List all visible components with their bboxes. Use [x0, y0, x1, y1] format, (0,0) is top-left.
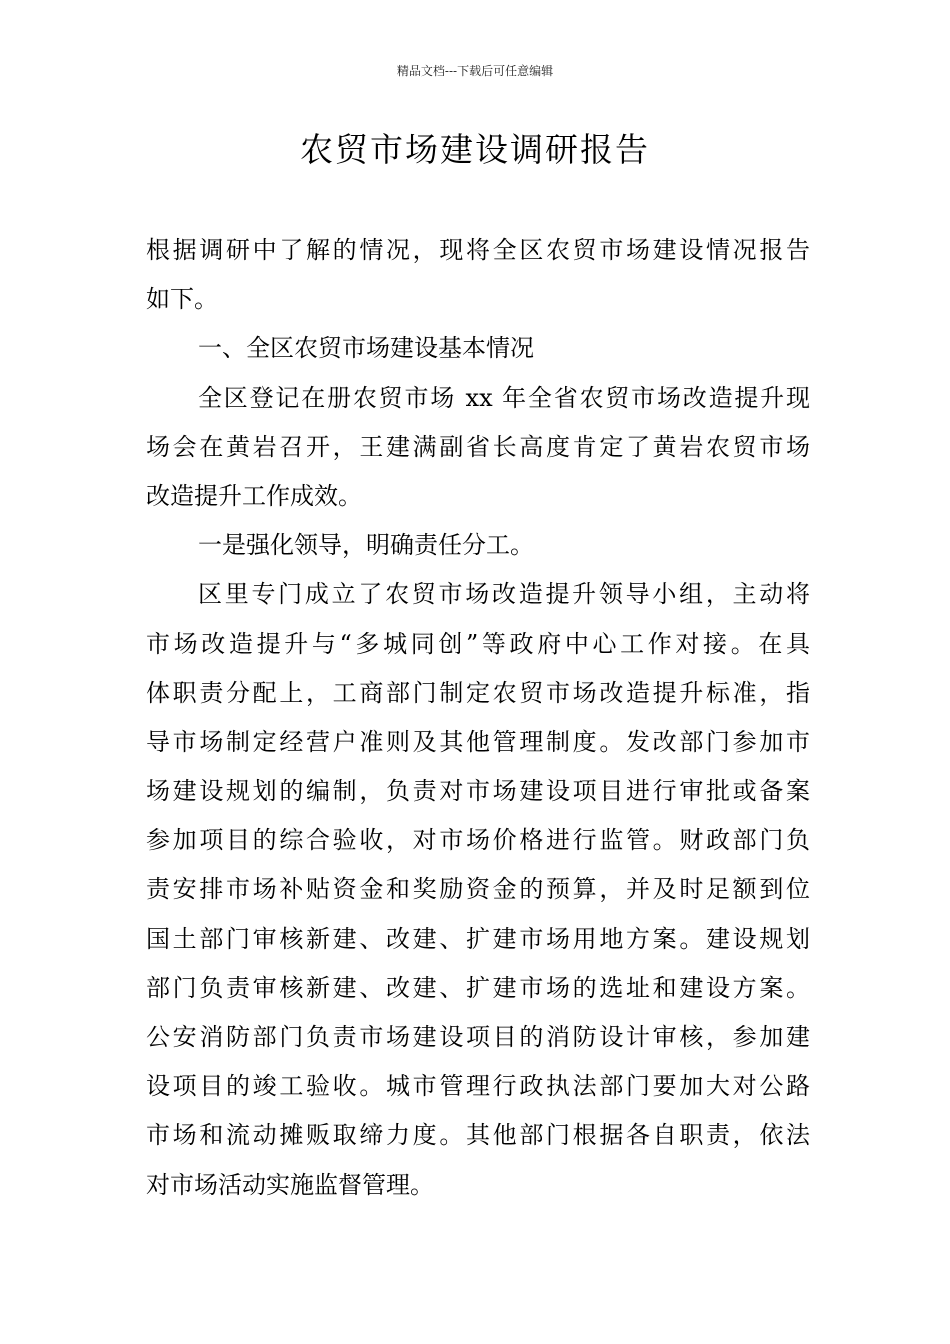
- body-line: 市场改造提升与“多城同创”等政府中心工作对接。在具: [146, 629, 810, 658]
- body-line: 场会在黄岩召开，王建满副省长高度肯定了黄岩农贸市场: [146, 432, 810, 461]
- body-line: 区里专门成立了农贸市场改造提升领导小组，主动将: [198, 580, 810, 609]
- body-line: 全区登记在册农贸市场 xx 年全省农贸市场改造提升现: [198, 383, 810, 412]
- body-line: 市场和流动摊贩取缔力度。其他部门根据各自职责，依法: [146, 1121, 810, 1150]
- body-line: 参加项目的综合验收，对市场价格进行监管。财政部门负: [146, 826, 810, 855]
- body-line: 一、全区农贸市场建设基本情况: [198, 334, 534, 363]
- body-line: 场建设规划的编制，负责对市场建设项目进行审批或备案: [146, 777, 810, 806]
- body-line: 设项目的竣工验收。城市管理行政执法部门要加大对公路: [146, 1072, 810, 1101]
- document-body: [146, 226, 810, 1210]
- body-line: 改造提升工作成效。: [146, 481, 362, 510]
- document-title: 农贸市场建设调研报告: [300, 130, 650, 169]
- body-line: 公安消防部门负责市场建设项目的消防设计审核，参加建: [146, 1023, 810, 1051]
- header-note: 精品文档---下载后可任意编辑: [396, 64, 554, 78]
- body-line: 根据调研中了解的情况，现将全区农贸市场建设情况报告: [146, 236, 810, 264]
- body-line: 体职责分配上，工商部门制定农贸市场改造提升标准，指: [146, 678, 810, 707]
- body-line: 导市场制定经营户准则及其他管理制度。发改部门参加市: [146, 727, 810, 756]
- body-line: 部门负责审核新建、改建、扩建市场的选址和建设方案。: [146, 973, 810, 1002]
- body-line: 一是强化领导，明确责任分工。: [198, 531, 534, 560]
- body-line: 如下。: [146, 285, 218, 314]
- body-line: 责安排市场补贴资金和奖励资金的预算，并及时足额到位: [146, 875, 810, 904]
- body-line: 对市场活动实施监督管理。: [146, 1170, 434, 1199]
- body-line: 国土部门审核新建、改建、扩建市场用地方案。建设规划: [146, 924, 810, 953]
